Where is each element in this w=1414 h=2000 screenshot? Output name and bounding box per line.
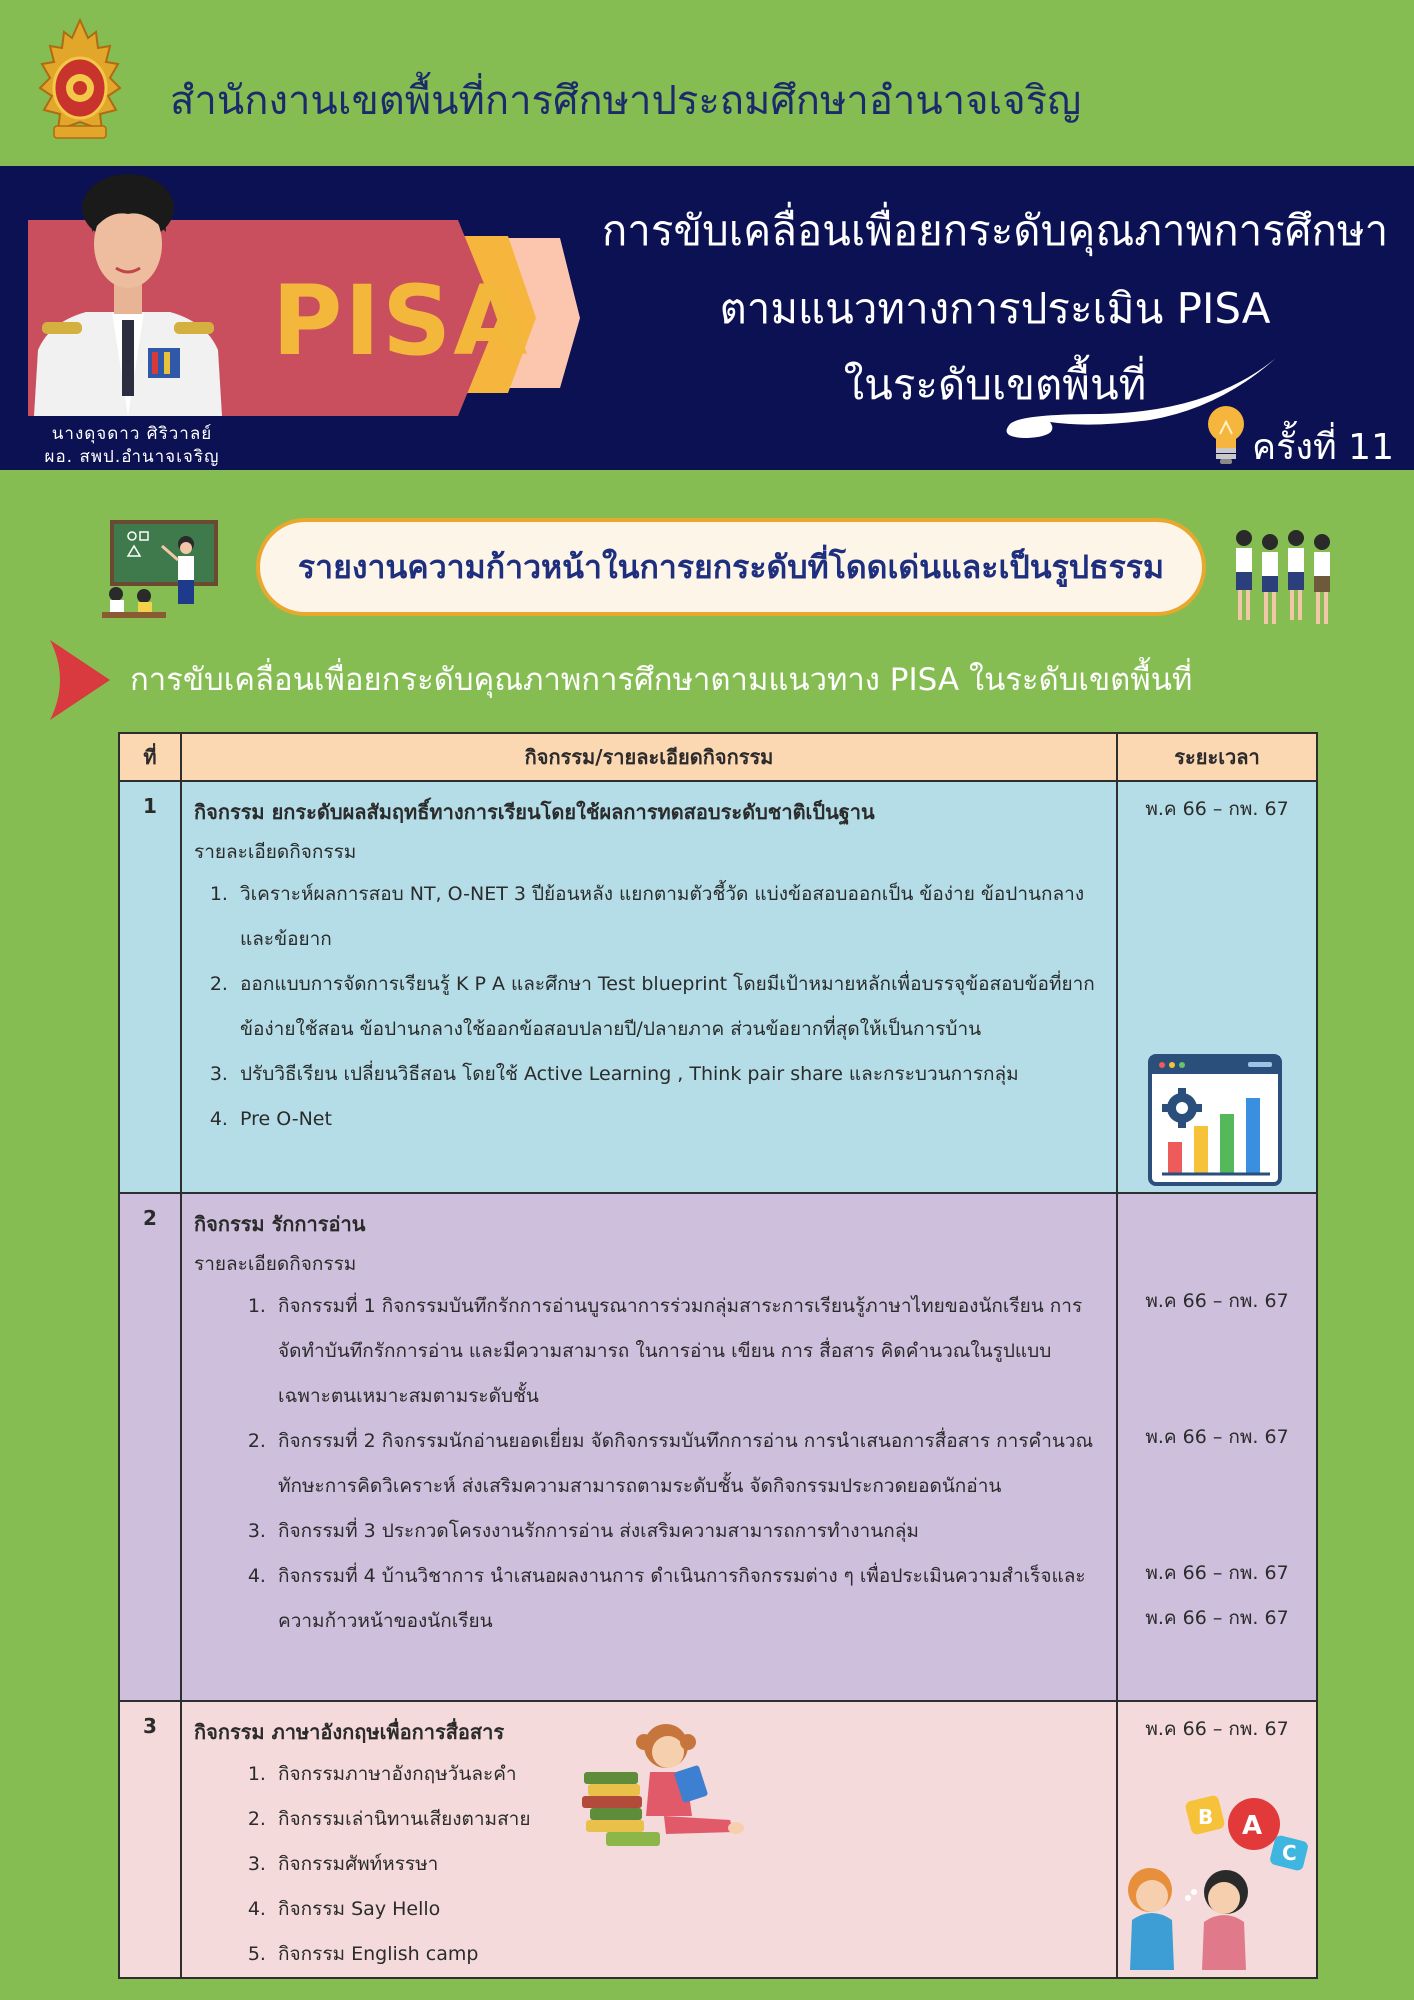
pisa-logo-text: PISA: [272, 265, 530, 377]
banner-title-line-1: การขับเคลื่อนเพื่อยกระดับคุณภาพการศึกษา: [601, 206, 1389, 255]
kids-speaking-abc-illustration: [1122, 1790, 1332, 1970]
activity-subtitle: รายละเอียดกิจกรรม: [194, 841, 357, 863]
director-photo: [28, 172, 228, 416]
list-item: 3. ปรับวิธีเรียน เปลี่ยนวิธีสอน โดยใช้ Active Learning , Think pair share และกระบวนการกลุ่ม: [234, 1052, 1104, 1097]
activity-duration: [1117, 1193, 1317, 1701]
activity-title: กิจกรรม ยกระดับผลสัมฤทธิ์ทางการเรียนโดยใช้ผลการทดสอบระดับชาติเป็นฐาน: [194, 800, 875, 824]
lightbulb-icon: [1204, 404, 1248, 466]
progress-report-subtitle: รายงานความก้าวหน้าในการยกระดับที่โดดเด่นและเป็นรูปธรรม: [256, 518, 1206, 616]
duration-text: พ.ค 66 – กพ. 67: [1145, 1607, 1289, 1629]
svg-text:B: B: [1198, 1805, 1214, 1829]
activity-detail: [181, 781, 1117, 1193]
activity-subtitle: รายละเอียดกิจกรรม: [194, 1253, 357, 1275]
row-number: 3: [119, 1701, 181, 1978]
duration-text: พ.ค 66 – กพ. 67: [1145, 1562, 1289, 1584]
table-row: [119, 1193, 1317, 1701]
header-number: ที่: [119, 733, 181, 781]
section-heading: การขับเคลื่อนเพื่อยกระดับคุณภาพการศึกษาตามแนวทาง PISA ในระดับเขตพื้นที่: [130, 662, 1193, 698]
row-number: 1: [119, 781, 181, 1193]
row-number: 2: [119, 1193, 181, 1701]
list-item: 4. Pre O-Net: [234, 1097, 1104, 1142]
obec-emblem-logo: [36, 18, 124, 144]
banner-title-line-2: ตามแนวทางการประเมิน PISA: [719, 284, 1271, 333]
list-item: 1. กิจกรรมที่ 1 กิจกรรมบันทึกรักการอ่านบูรณาการร่วมกลุ่มสาระการเรียนรู้ภาษาไทยของนักเรียน การจัดทำบันทึกรักการอ่าน และมีความสามารถ ในการอ่าน เขียน การ สื่อสาร คิดคำนวณในรูปแบบเฉพาะตนเหมาะสมตามระดับชั้น: [272, 1284, 1104, 1419]
list-item: 2. ออกแบบการจัดการเรียนรู้ K P A และศึกษา Test blueprint โดยมีเป้าหมายหลักเพื่อบรรจุข้อสอบข้อที่ยาก ข้อง่ายใช้สอน ข้อปานกลางใช้ออกข้อสอบปลายปี/ปลายภาค ส่วนข้อยากที่สุดให้เป็นการบ้าน: [234, 962, 1104, 1052]
activity-title: กิจกรรม ภาษาอังกฤษเพื่อการสื่อสาร: [194, 1720, 505, 1744]
org-name: สำนักงานเขตพื้นที่การศึกษาประถมศึกษาอำนาจเจริญ: [170, 78, 1082, 124]
table-header-row: [119, 733, 1317, 781]
list-item: 4. กิจกรรม Say Hello: [272, 1887, 1104, 1932]
students-illustration: [1228, 520, 1338, 632]
session-label: ครั้งที่ 11: [1252, 427, 1394, 468]
list-item: 1. วิเคราะห์ผลการสอบ NT, O-NET 3 ปีย้อนหลัง แยกตามตัวชี้วัด แบ่งข้อสอบออกเป็น ข้อง่าย ข้อปานกลาง และข้อยาก: [234, 872, 1104, 962]
activity-title: กิจกรรม รักการอ่าน: [194, 1212, 366, 1236]
activity-steps: [194, 872, 1104, 1142]
svg-text:A: A: [1242, 1811, 1263, 1841]
header-duration: ระยะเวลา: [1117, 733, 1317, 781]
svg-text:C: C: [1282, 1841, 1297, 1865]
director-name: นางดุจดาว ศิริวาลย์: [51, 424, 213, 444]
table-row: [119, 781, 1317, 1193]
list-item: 5. กิจกรรม English camp: [272, 1932, 1104, 1977]
bar-chart-gear-icon: [1148, 1054, 1282, 1186]
duration-text: พ.ค 66 – กพ. 67: [1145, 1718, 1289, 1740]
pisa-logo: [272, 265, 530, 377]
banner-title-line-3: ในระดับเขตพื้นที่: [843, 360, 1147, 409]
activity-steps: [194, 1284, 1104, 1644]
duration-text: พ.ค 66 – กพ. 67: [1145, 1426, 1289, 1448]
duration-text: พ.ค 66 – กพ. 67: [1145, 798, 1289, 820]
director-position: ผอ. สพป.อำนาจเจริญ: [44, 447, 220, 467]
section-arrow-icon: [50, 640, 110, 720]
list-item: 3. กิจกรรมที่ 3 ประกวดโครงงานรักการอ่าน ส่งเสริมความสามารถการทำงานกลุ่ม: [272, 1509, 1104, 1554]
girl-reading-illustration: [580, 1716, 750, 1866]
list-item: 3. กิจกรรมศัพท์หรรษา: [272, 1842, 1104, 1887]
list-item: 2. กิจกรรมที่ 2 กิจกรรมนักอ่านยอดเยี่ยม จัดกิจกรรมบันทึกการอ่าน การนำเสนอการสื่อสาร การคำนวณทักษะการคิดวิเคราะห์ ส่งเสริมความสามารถตามระดับชั้น จัดกิจกรรมประกวดยอดนักอ่าน: [272, 1419, 1104, 1509]
activity-detail: [181, 1193, 1117, 1701]
header-activity: กิจกรรม/รายละเอียดกิจกรรม: [181, 733, 1117, 781]
teacher-classroom-illustration: [94, 516, 224, 624]
list-item: 4. กิจกรรมที่ 4 บ้านวิชาการ นำเสนอผลงานการ ดำเนินการกิจกรรมต่าง ๆ เพื่อประเมินความสำเร็จและความก้าวหน้าของนักเรียน: [272, 1554, 1104, 1644]
duration-text: พ.ค 66 – กพ. 67: [1145, 1290, 1289, 1312]
list-item: 1. กิจกรรมภาษาอังกฤษวันละคำ: [272, 1752, 1104, 1797]
list-item: 2. กิจกรรมเล่านิทานเสียงตามสาย: [272, 1797, 1104, 1842]
